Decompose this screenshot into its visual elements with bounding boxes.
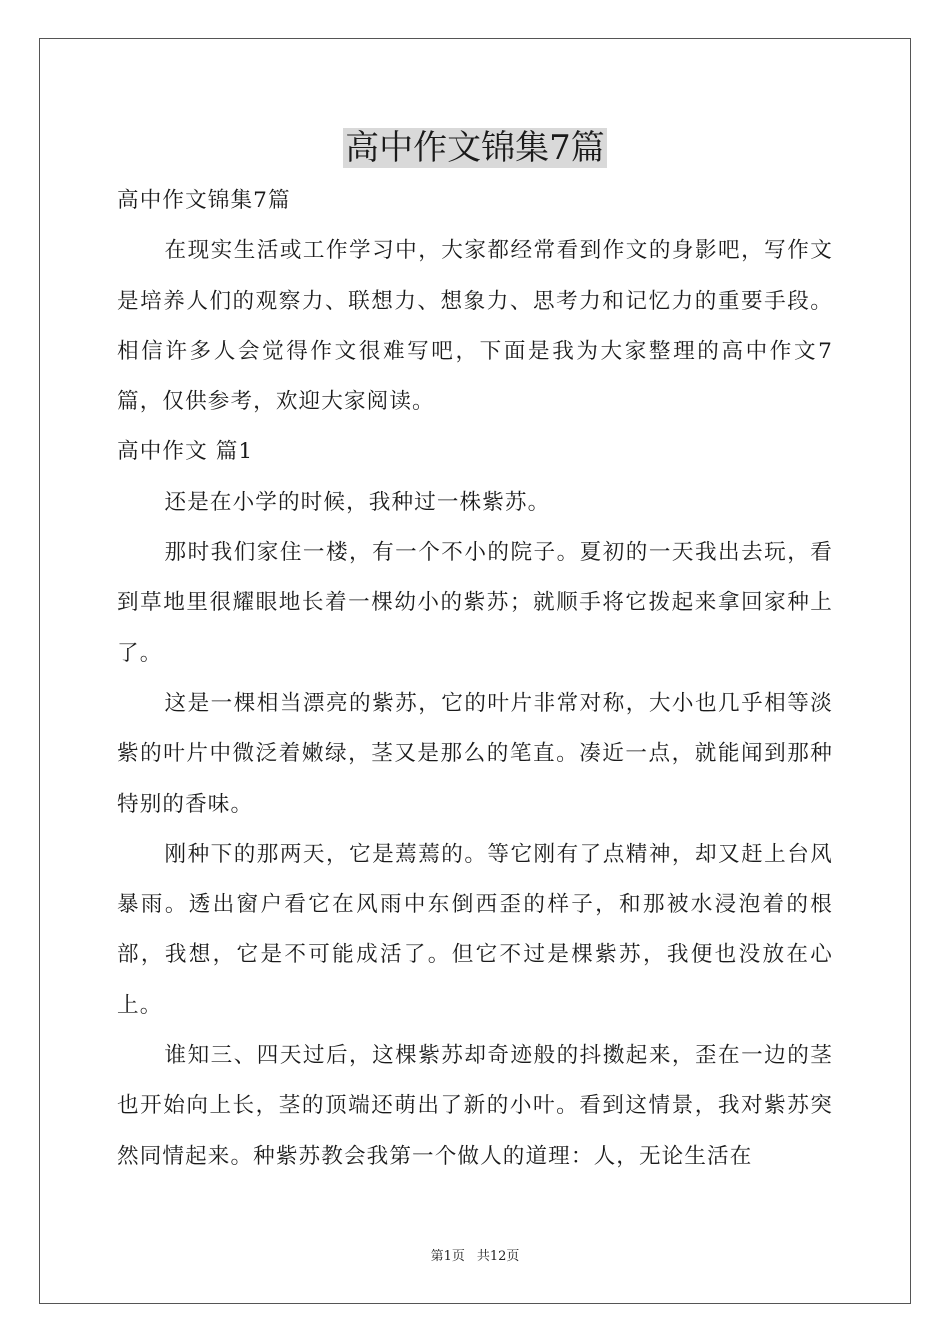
paragraph: 刚种下的那两天，它是蔫蔫的。等它刚有了点精神，却又赶上台风暴雨。透出窗户看它在风雨中东倒西歪的样子，和那被水浸泡着的根部，我想，它是不可能成活了。但它不过是棵紫苏，我便也没放在心上。 (117, 841, 833, 1018)
paragraph: 这是一棵相当漂亮的紫苏，它的叶片非常对称，大小也几乎相等淡紫的叶片中微泛着嫩绿，茎又是那么的笔直。凑近一点，就能闻到那种特别的香味。 (117, 690, 833, 817)
page-number: 第1页 (430, 1249, 465, 1264)
document-body (117, 176, 833, 1182)
paragraph-intro: 在现实生活或工作学习中，大家都经常看到作文的身影吧，写作文是培养人们的观察力、联想力、想象力、思考力和记忆力的重要手段。相信许多人会觉得作文很难写吧，下面是我为大家整理的高中作文7篇，仅供参考，欢迎大家阅读。 (117, 238, 833, 415)
paragraph-subtitle: 高中作文锦集7篇 (117, 188, 291, 213)
paragraph: 谁知三、四天过后，这棵紫苏却奇迹般的抖擞起来，歪在一边的茎也开始向上长，茎的顶端还萌出了新的小叶。看到这情景，我对紫苏突然同情起来。种紫苏教会我第一个做人的道理：人，无论生活在 (117, 1043, 833, 1169)
section-heading: 高中作文 篇1 (117, 439, 254, 465)
paragraph: 那时我们家住一楼，有一个不小的院子。夏初的一天我出去玩，看到草地里很耀眼地长着一棵幼小的紫苏；就顺手将它拨起来拿回家种上了。 (117, 540, 833, 666)
page-total: 共12页 (476, 1249, 520, 1264)
document-title (0, 128, 950, 168)
paragraph: 还是在小学的时候，我种过一株紫苏。 (164, 489, 551, 515)
page-footer (0, 1249, 950, 1265)
document-title-text: 高中作文锦集7篇 (345, 128, 605, 168)
